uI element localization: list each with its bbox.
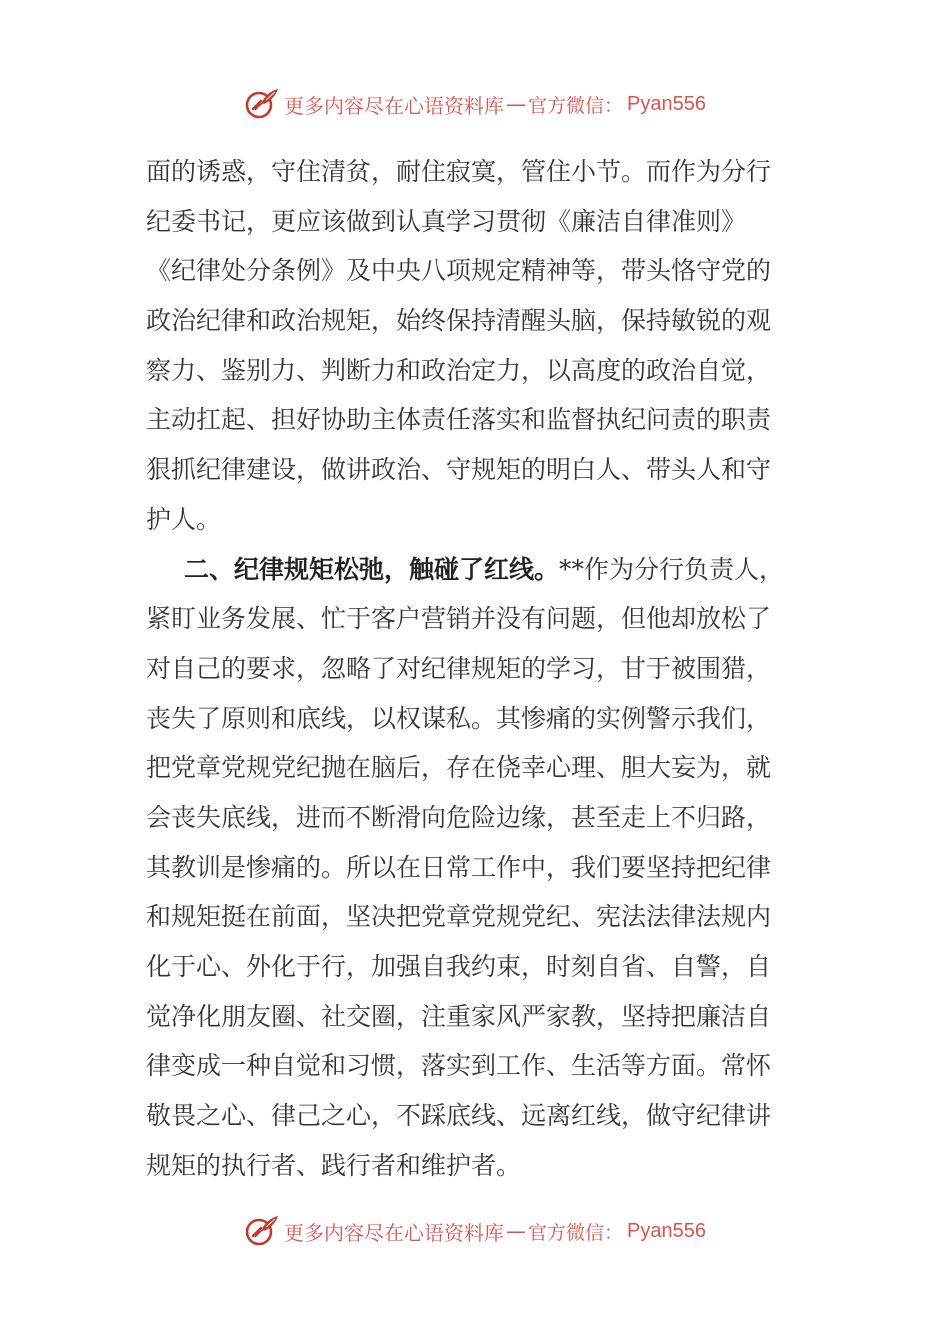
banner-weixin-label: 官方微信： bbox=[528, 1221, 624, 1244]
text-line: 《纪律处分条例》及中央八项规定精神等，带头恪守党的 bbox=[146, 256, 772, 286]
banner-main-text: 更多内容尽在心语资料库 bbox=[284, 93, 504, 118]
text-line: 觉净化朋友圈、社交圈，注重家风严家教，坚持把廉洁自 bbox=[146, 1001, 772, 1031]
text-line: 把党章党规党纪抛在脑后，存在侥幸心理、胆大妄为，就 bbox=[146, 753, 772, 783]
banner-weixin-id: Pyan556 bbox=[627, 1219, 706, 1242]
banner-dash: — bbox=[506, 1219, 526, 1243]
text-line: 律变成一种自觉和习惯，落实到工作、生活等方面。常怀 bbox=[146, 1051, 772, 1081]
document-body bbox=[146, 147, 810, 1190]
text-line: 纪委书记，更应该做到认真学习贯彻《廉洁自律准则》 bbox=[146, 206, 747, 236]
text-line: 化于心、外化于行，加强自我约束，时刻自省、自警，自 bbox=[146, 952, 772, 981]
text-line: 察力、鉴别力、判断力和政治定力，以高度的政治自觉， bbox=[146, 355, 772, 385]
section-heading-line bbox=[146, 545, 810, 595]
text-line: 对自己的要求，忽略了对纪律规矩的学习，甘于被围猎， bbox=[146, 653, 772, 683]
text-line: 和规矩挺在前面，坚决把党章党规党纪、宪法法律法规内 bbox=[146, 902, 772, 932]
text-line: 面的诱惑，守住清贫，耐住寂寞，管住小节。而作为分行 bbox=[146, 157, 772, 186]
text-line: 敬畏之心、律己之心，不踩底线、远离红线，做守纪律讲 bbox=[146, 1101, 772, 1131]
header-banner bbox=[0, 84, 950, 124]
banner-dash: — bbox=[506, 92, 526, 116]
paragraph-2 bbox=[146, 545, 810, 1191]
text-line: 丧失了原则和底线，以权谋私。其惨痛的实例警示我们， bbox=[146, 703, 772, 733]
text-line: 政治纪律和政治规矩，始终保持清醒头脑，保持敏锐的观 bbox=[146, 306, 772, 336]
text-line: 紧盯业务发展、忙于客户营销并没有问题，但他却放松了 bbox=[146, 604, 772, 634]
text-line: 护人。 bbox=[146, 504, 222, 534]
text-line: 主动扛起、担好协助主体责任落实和监督执纪问责的职责 bbox=[146, 405, 772, 435]
text-fragment: **作为分行负责人， bbox=[559, 554, 785, 584]
banner-weixin-id: Pyan556 bbox=[627, 92, 706, 115]
banner-main-text: 更多内容尽在心语资料库 bbox=[284, 1220, 504, 1245]
quill-logo-icon bbox=[244, 86, 280, 122]
quill-logo-icon bbox=[244, 1213, 280, 1249]
section-heading: 二、纪律规矩松弛，触碰了红线。 bbox=[184, 554, 560, 584]
footer-banner bbox=[0, 1211, 950, 1251]
text-line: 规矩的执行者、践行者和维护者。 bbox=[146, 1150, 522, 1180]
paragraph-1 bbox=[146, 147, 810, 545]
text-line: 会丧失底线，进而不断滑向危险边缘，甚至走上不归路， bbox=[146, 802, 772, 832]
text-line: 其教训是惨痛的。所以在日常工作中，我们要坚持把纪律 bbox=[146, 852, 772, 882]
text-line: 狠抓纪律建设，做讲政治、守规矩的明白人、带头人和守 bbox=[146, 455, 772, 485]
banner-weixin-label: 官方微信： bbox=[528, 94, 624, 117]
